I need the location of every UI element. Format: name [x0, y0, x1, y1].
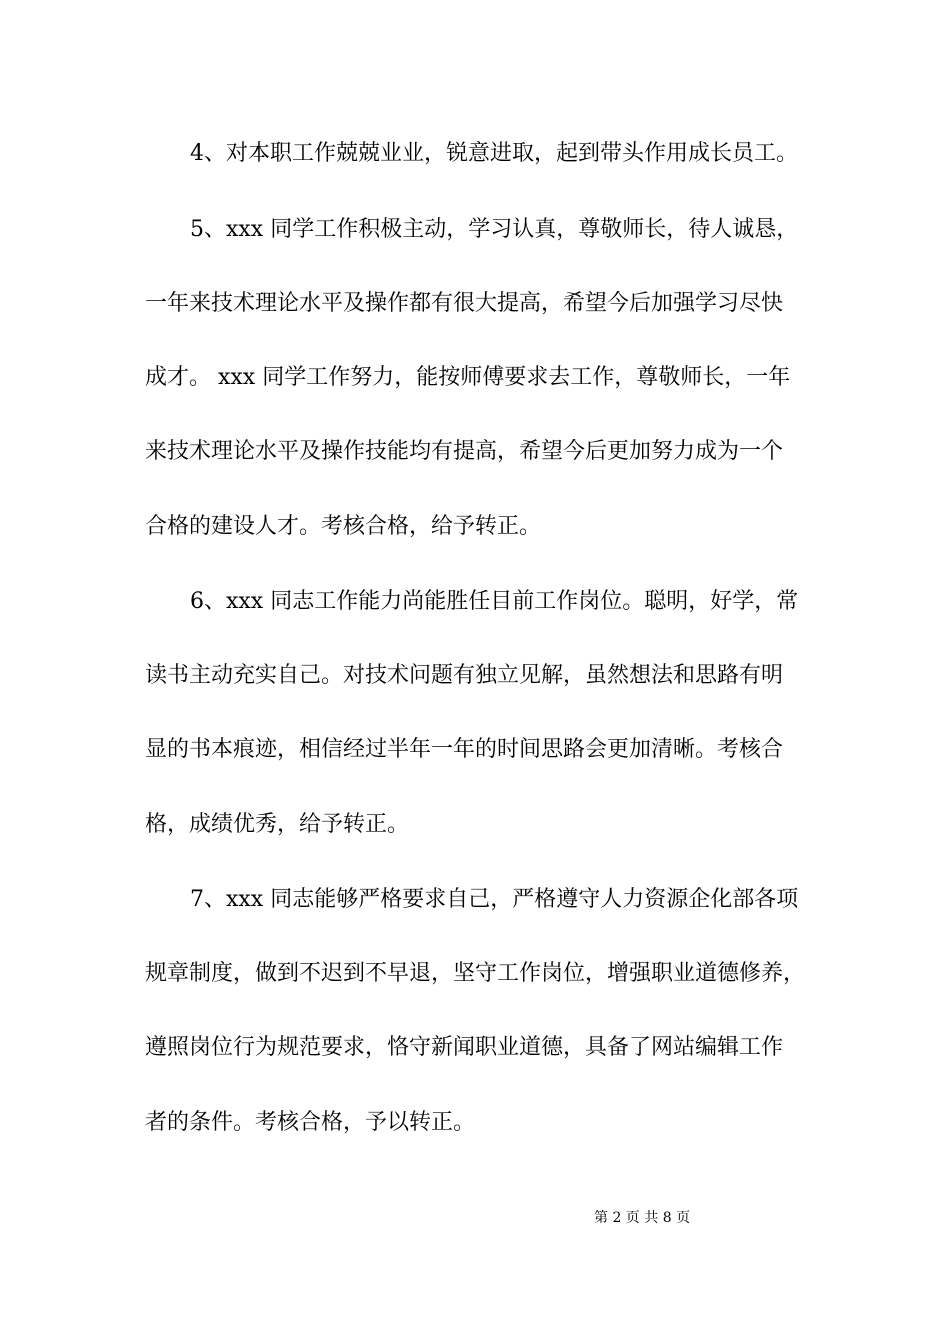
text-line: 来技术理论水平及操作技能均有提高，希望今后更加努力成为一个 [145, 439, 784, 464]
text-line: 合格的建设人才。考核合格，给予转正。 [145, 514, 542, 539]
paragraph-7-line-1 [0, 880, 950, 920]
paragraph-6-line-1 [0, 582, 950, 622]
text-line: 7、xxx 同志能够严格要求自己，严格遵守人力资源企化部各项 [190, 887, 799, 912]
text-line: 5、xxx 同学工作积极主动，学习认真，尊敬师长，待人诚恳， [190, 217, 799, 242]
text-line: 成才。 xxx 同学工作努力，能按师傅要求去工作，尊敬师长，一年 [145, 365, 791, 390]
paragraph-5-line-5 [0, 507, 950, 547]
text-line: 者的条件。考核合格，予以转正。 [145, 1110, 476, 1135]
paragraph-5-line-1 [0, 210, 950, 250]
text-line: 显的书本痕迹，相信经过半年一年的时间思路会更加清晰。考核合 [145, 737, 784, 762]
text-line: 规章制度，做到不迟到不早退，坚守工作岗位，增强职业道德修养， [145, 961, 806, 986]
text-line: 格，成绩优秀，给予转正。 [145, 812, 410, 837]
paragraph-5-line-3 [0, 358, 950, 398]
text-line: 一年来技术理论水平及操作都有很大提高，希望今后加强学习尽快 [145, 291, 784, 316]
text-line: 遵照岗位行为规范要求，恪守新闻职业道德，具备了网站编辑工作 [145, 1035, 784, 1060]
paragraph-6-line-3 [0, 730, 950, 770]
paragraph-5-line-4 [0, 432, 950, 472]
text-line: 4、对本职工作兢兢业业，锐意进取，起到带头作用成长员工。 [190, 141, 798, 166]
paragraph-7-line-4 [0, 1103, 950, 1143]
paragraph-7-line-3 [0, 1028, 950, 1068]
paragraph-6-line-2 [0, 656, 950, 696]
text-line: 6、xxx 同志工作能力尚能胜任目前工作岗位。聪明，好学，常 [190, 589, 799, 614]
paragraph-6-line-4 [0, 805, 950, 845]
paragraph-4-line-1 [0, 134, 950, 174]
text-line: 读书主动充实自己。对技术问题有独立见解，虽然想法和思路有明 [145, 663, 784, 688]
page-number: 第 2 页 共 8 页 [594, 1210, 691, 1226]
paragraph-5-line-2 [0, 284, 950, 324]
page-footer [0, 1206, 950, 1230]
paragraph-7-line-2 [0, 954, 950, 994]
